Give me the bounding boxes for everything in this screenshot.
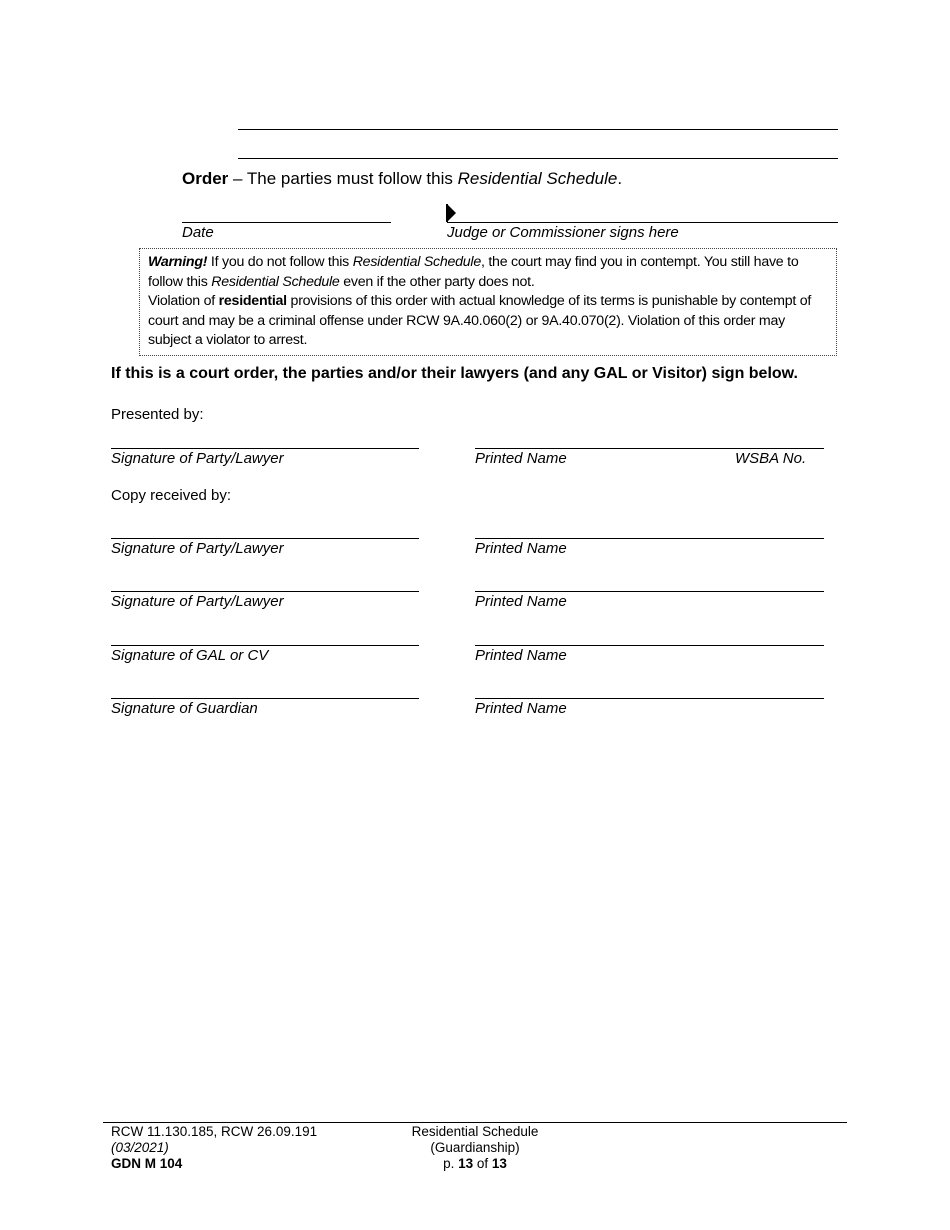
printed-name-label: Printed Name [475,700,567,717]
signature-line[interactable] [111,591,419,592]
judge-label: Judge or Commissioner signs here [447,224,679,241]
signature-label: Signature of Party/Lawyer [111,540,284,557]
warning-box [139,248,837,356]
footer-left [111,1124,317,1172]
printed-name-line[interactable] [475,698,824,699]
date-label: Date [182,224,214,241]
signature-heading: If this is a court order, the parties and/or their lawyers (and any GAL or Visitor) sign below. [111,365,798,382]
signature-label: Signature of Guardian [111,700,258,717]
footer-subtitle: (Guardianship) [430,1140,520,1155]
wsba-label: WSBA No. [735,450,807,467]
footer-rcw: RCW 11.130.185, RCW 26.09.191 [111,1124,318,1139]
signature-label: Signature of Party/Lawyer [111,593,284,610]
warning-paragraph-1: Warning! If you do not follow this Residential Schedule, the court may find you in contempt. You still have to follow this Residential Schedule even if the other party does not. [148,254,799,290]
footer-rule [103,1122,847,1123]
warning-paragraph-2: Violation of residential provisions of this order with actual knowledge of its terms is punishable by contempt of court and may be a criminal offense under RCW 9A.40.060(2) or 9A.40.070(2). Violation of this order may subject a violator to arrest. [148,293,812,348]
warning-label: Warning! [148,254,208,270]
signature-label: Signature of GAL or CV [111,647,269,664]
printed-name-line[interactable] [475,591,824,592]
printed-name-label: Printed Name [475,647,567,664]
date-line[interactable] [182,222,391,223]
sign-here-flag-icon [447,204,456,222]
order-statement: Order – The parties must follow this Residential Schedule. [182,169,623,188]
printed-name-line[interactable] [475,645,824,646]
printed-name-label: Printed Name [475,540,567,557]
printed-name-line[interactable] [475,538,824,539]
signature-line[interactable] [111,448,419,449]
footer-form-number: GDN M 104 [111,1156,183,1171]
printed-name-label: Printed Name [475,593,567,610]
signature-line[interactable] [111,698,419,699]
page-number: p. 13 of 13 [443,1156,507,1171]
printed-name-line[interactable] [475,448,824,449]
copy-received-label: Copy received by: [111,487,232,504]
signature-label: Signature of Party/Lawyer [111,450,284,467]
printed-name-label: Printed Name [475,450,567,467]
signature-line[interactable] [111,645,419,646]
footer-center [395,1124,555,1172]
blank-line-2[interactable] [238,158,838,159]
footer-date: (03/2021) [111,1140,169,1155]
blank-line-1[interactable] [238,129,838,130]
order-label: Order [182,169,229,188]
judge-signature-line[interactable] [447,222,838,223]
signature-line[interactable] [111,538,419,539]
presented-by-label: Presented by: [111,406,204,423]
footer-title: Residential Schedule [411,1124,539,1139]
